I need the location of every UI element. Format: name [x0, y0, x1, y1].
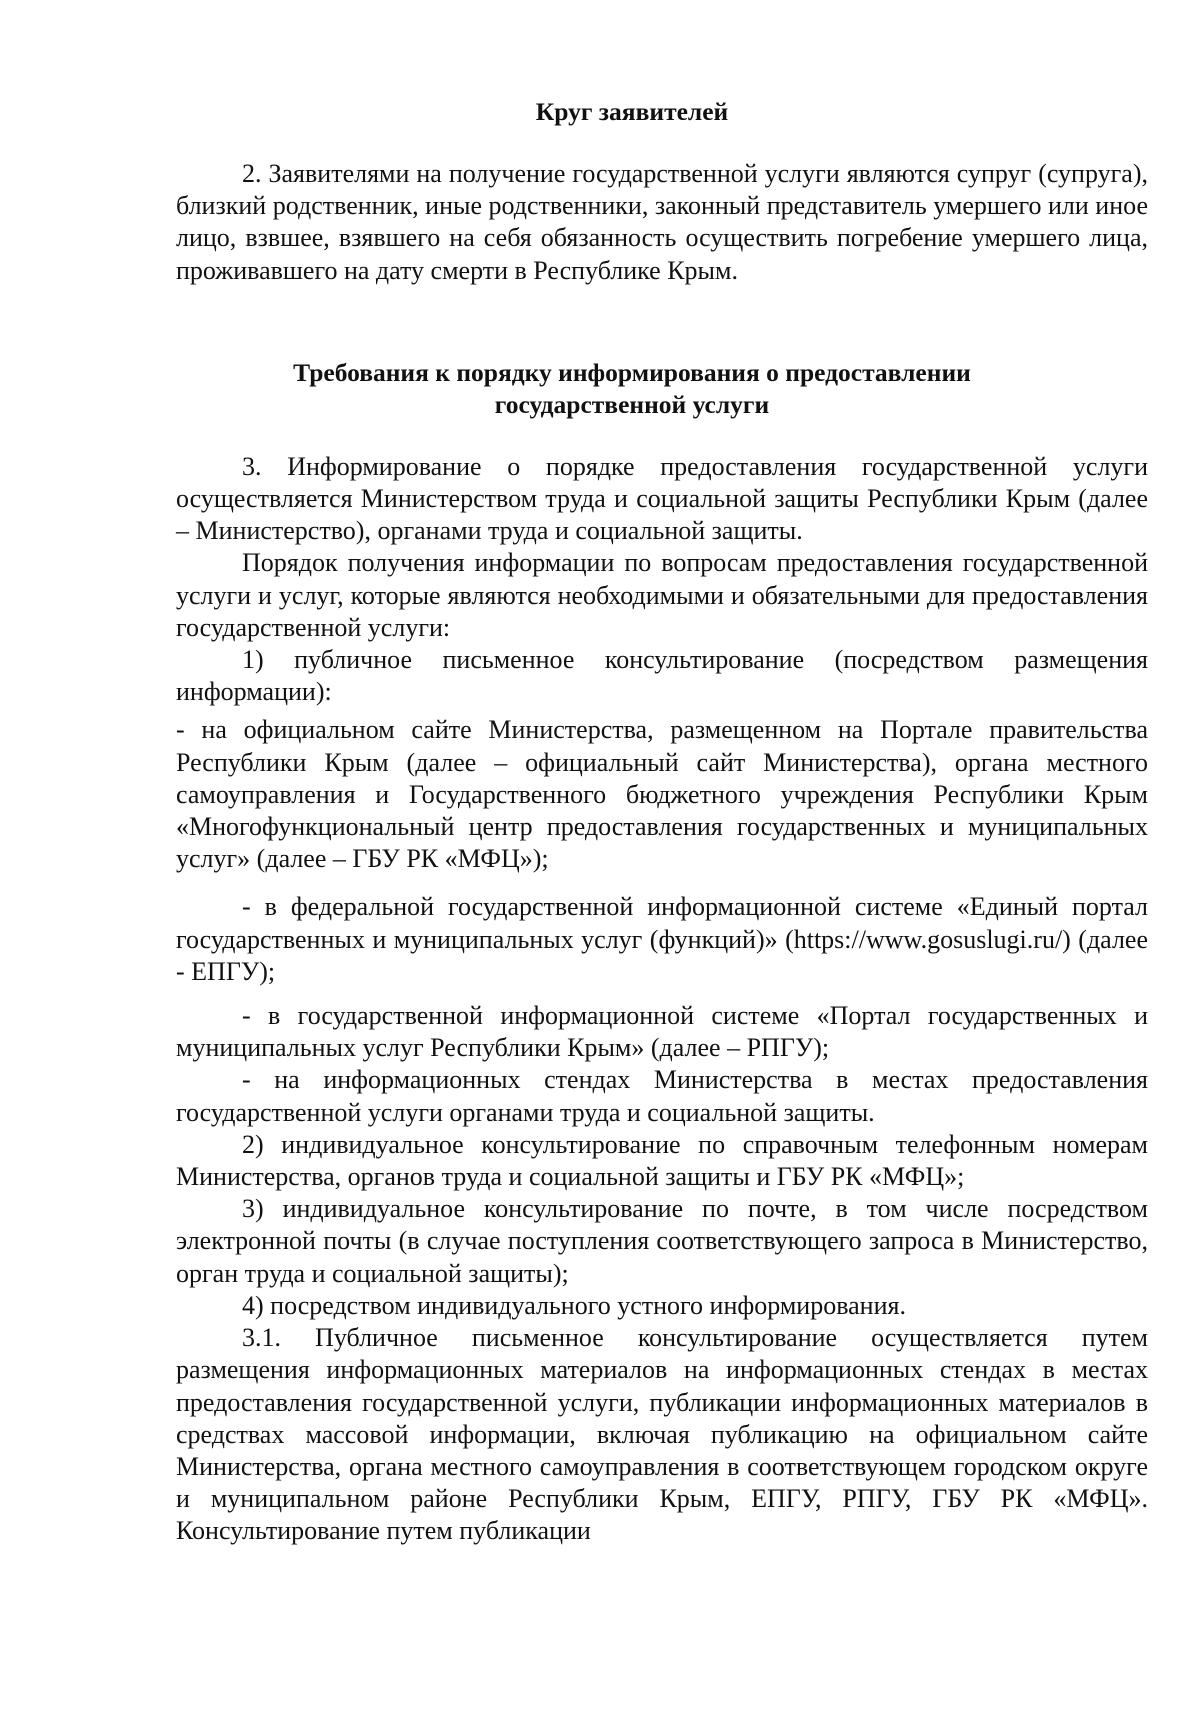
heading-line-2: государственной услуги — [494, 389, 770, 419]
list-item-4: 4) посредством индивидуального устного информирования. — [242, 1290, 906, 1320]
paragraph-3-1: 3.1. Публичное письменное консультирование осуществляется путем размещения информационных материалов на информационных стендах в местах предоставления государственной услуги, публикации информационных материалов в средствах массовой информации, включая публикацию на официальном сайте Министерства, органа местного самоуправления в соответствующем городском округе и муниципальном районе Республики Крым, ЕПГУ, РПГУ, ГБУ РК «МФЦ». Консультирование путем публикации — [176, 1323, 1148, 1546]
section-heading-informing — [176, 357, 1148, 421]
dash-item-official-site: - на официальном сайте Министерства, размещенном на Портале правительства Республики Крым (далее – официальный сайт Министерства), органа местного самоуправления и Государственного бюджетного учреждения Республики Крым «Многофункциональный центр предоставления государственных и муниципальных услуг» (далее – ГБУ РК «МФЦ»); — [176, 715, 1148, 874]
dash-item-rpgu: - в государственной информационной системе «Портал государственных и муниципальных услуг Республики Крым» (далее – РПГУ); — [176, 1001, 1148, 1063]
paragraph-order: Порядок получения информации по вопросам предоставления государственной услуги и услуг, которые являются необходимыми и обязательными для предоставления государственной услуги: — [176, 548, 1148, 642]
list-item-1: 1) публичное письменное консультирование (посредством размещения информации): — [176, 645, 1148, 707]
paragraph-3: 3. Информирование о порядке предоставления государственной услуги осуществляется Министерством труда и социальной защиты Республики Крым (далее – Министерство), органами труда и социальной защиты. — [176, 451, 1148, 546]
dash-item-stands: - на информационных стендах Министерства в местах предоставления государственной услуги органами труда и социальной защиты. — [176, 1065, 1148, 1127]
list-item-3: 3) индивидуальное консультирование по почте, в том числе посредством электронной почты (в случае поступления соответствующего запроса в Министерство, орган труда и социальной защиты); — [176, 1194, 1148, 1288]
section-heading-applicants: Круг заявителей — [535, 97, 729, 126]
dash-item-epgu: - в федеральной государственной информационной системе «Единый портал государственных и муниципальных услуг (функций)» (https://www.gosuslugi.ru/) (далее - ЕПГУ); — [176, 892, 1148, 986]
paragraph-2: 2. Заявителями на получение государственной услуги являются супруг (супруга), близкий родственник, иные родственники, законный представитель умершего или иное лицо, взвшее, взявшего на себя обязанность осуществить погребение умершего лица, проживавшего на дату смерти в Республике Крым. — [176, 159, 1148, 285]
list-item-2: 2) индивидуальное консультирование по справочным телефонным номерам Министерства, органов труда и социальной защиты и ГБУ РК «МФЦ»; — [176, 1129, 1148, 1192]
document-page — [176, 96, 1148, 1548]
heading-line-1: Требования к порядку информирования о предоставлении — [293, 357, 971, 387]
